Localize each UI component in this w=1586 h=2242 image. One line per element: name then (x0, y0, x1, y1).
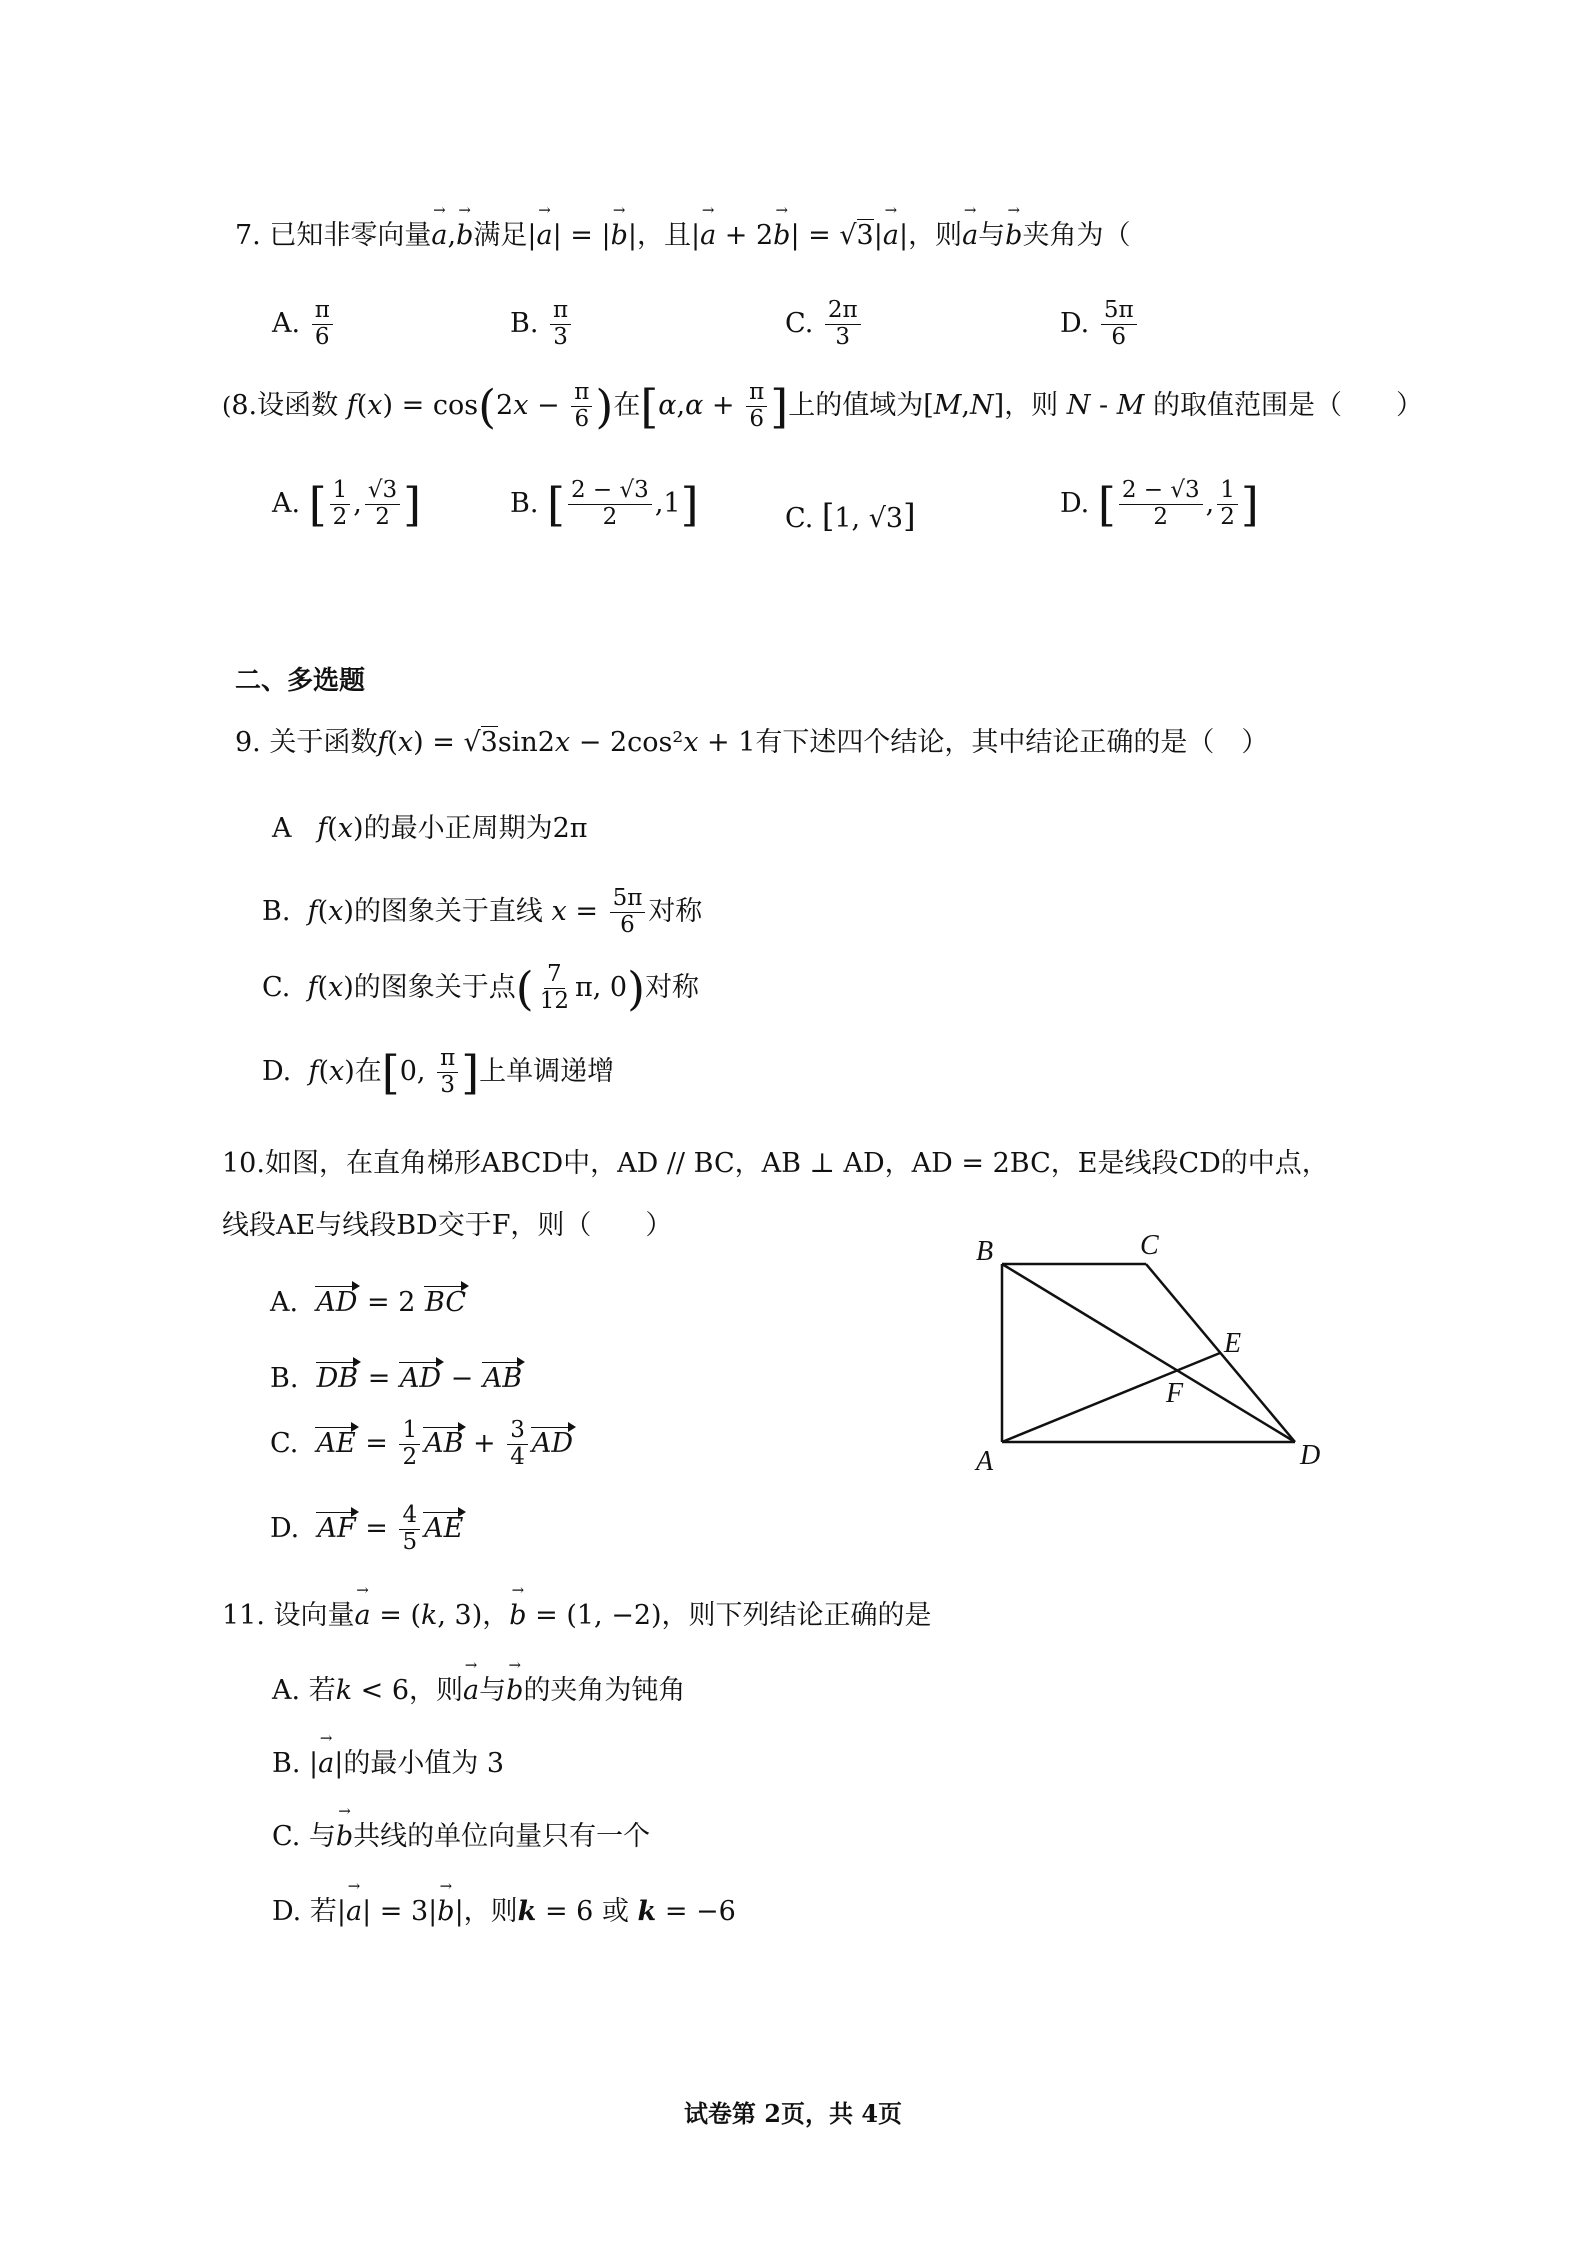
q7-text-e: 与 (978, 220, 1006, 251)
q10-number: 10. (222, 1148, 265, 1179)
q11-stem: 11. 设向量a → = (k, 3)，b → = (1, −2)，则下列结论正确的是 (222, 1600, 932, 1632)
q8-text-c: 上的值域为 (788, 389, 924, 421)
q7-option-b: B. $\frac{\pi}{3}$ (510, 298, 574, 351)
q8-stem: (8.设函数 f(x) = cos(2x − $\frac{\pi}{6}$ )在[α,α + $\frac{\pi}{6}$ ]上的值域为[M,N]，则 N - M 的取值范围是（ ） (222, 379, 1423, 434)
q7-stem: 7. 已知非零向量a →,b →满足|a →| = |b →|，且|a → + 2b →| = √3|a →|，则a →与b →夹角为（ (235, 220, 1130, 252)
q9-option-b: B. f(x)的图象关于直线 x = $\frac{5\pi}{6}$ 对称 (262, 885, 703, 938)
q11-option-c: C. 与b →共线的单位向量只有一个 (272, 1821, 650, 1853)
q9-option-d: D. f(x)在[0, $\frac{\pi}{3}$ ]上单调递增 (262, 1045, 615, 1100)
label-f: F (1166, 1378, 1184, 1409)
q8-text-d: ，则 (1004, 389, 1059, 421)
q7-option-c: C. $\frac{2\pi}{3}$ (785, 298, 864, 351)
segment-cd (1146, 1264, 1295, 1442)
segment-ae (1002, 1353, 1220, 1442)
q10-stem-line1 (222, 1148, 1329, 1180)
q11-option-b: B. |a →|的最小值为 3 (272, 1748, 504, 1780)
q7-text-d: ，则 (908, 220, 963, 251)
label-c: C (1140, 1230, 1159, 1261)
section-title: 二、多选题 (235, 666, 366, 696)
q10-option-a: A. AD = 2 BC (270, 1287, 466, 1318)
q10-option-b: B. DB = AD − AB (270, 1363, 523, 1394)
q11-number: 11. (222, 1600, 265, 1631)
q7-option-d-fraction: $\frac{5\pi}{6}$ (1101, 298, 1137, 351)
label-d: D (1300, 1440, 1321, 1471)
segment-bd (1002, 1264, 1295, 1442)
label-a: A (976, 1446, 994, 1477)
q7-text-c: ，且 (636, 220, 691, 251)
q7-text-f: 夹角为（ (1022, 220, 1131, 251)
q8-option-d: D. [ $\frac{2 - √3}{2}$ , $\frac{1}{2}$ ] (1060, 477, 1259, 532)
q7-option-d: D. $\frac{5\pi}{6}$ (1060, 298, 1140, 351)
label-e: E (1224, 1328, 1242, 1359)
label-b: B (976, 1236, 994, 1267)
q8-option-c: C. [1, √3] (785, 497, 916, 535)
q10-stem-line2: 线段AE与线段BD交于F，则（ ） (222, 1210, 673, 1241)
q8-option-b: B. [ $\frac{2 - √3}{2}$ ,1] (510, 477, 699, 532)
q11-option-d: D. 若|a →| = 3|b →|，则k = 6 或 k = −6 (272, 1896, 736, 1928)
q7-text-b: 满足 (473, 220, 528, 251)
q7-option-b-fraction: $\frac{\pi}{3}$ (550, 298, 571, 351)
trapezoid-figure (960, 1220, 1360, 1480)
q9-number: 9. (235, 727, 261, 758)
q9-option-c: C. f(x)的图象关于点( $\frac{7}{12}$ π, 0)对称 (262, 961, 700, 1016)
q10-option-d: D. AF = $\frac{4}{5}$ AE (270, 1502, 464, 1555)
q10-line1: 如图，在直角梯形ABCD中，AD // BC，AB ⊥ AD，AD = 2BC，E是线段CD的中点， (264, 1148, 1329, 1179)
q9-text-a: 关于函数 (269, 727, 378, 758)
q7-option-a-fraction: $\frac{\pi}{6}$ (312, 298, 333, 351)
q7-text-a: 已知非零向量 (269, 220, 432, 251)
q11-option-a: A. 若k < 6，则a →与b →的夹角为钝角 (272, 1675, 685, 1707)
q8-text-b: 在 (613, 389, 641, 421)
q9-stem: 9. 关于函数f(x) = √3sin2x − 2cos²x + 1有下述四个结论，其中结论正确的是（ ） (235, 727, 1269, 758)
q11-text-b: ，则下列结论正确的是 (661, 1600, 932, 1631)
q8-option-a: A. [ $\frac{1}{2}$ , $\frac{√3}{2}$ ] (272, 477, 422, 532)
q7-option-a: A. $\frac{\pi}{6}$ (272, 298, 336, 351)
q9-text-b: 有下述四个结论，其中结论正确的是（ ） (755, 727, 1269, 758)
q7-number: 7. (235, 220, 261, 251)
q7-option-c-fraction: $\frac{2\pi}{3}$ (825, 298, 861, 351)
q11-text-a: 设向量 (273, 1600, 355, 1631)
q10-option-c: C. AE = $\frac{1}{2}$ AB + $\frac{3}{4}$ AD (270, 1417, 574, 1470)
q8-text-a: 设函数 (257, 389, 339, 421)
page-footer: 试卷第 2页，共 4页 (683, 2099, 903, 2128)
q8-text-e: 的取值范围是（ ） (1152, 389, 1423, 421)
q9-option-a: A f(x)的最小正周期为2π (272, 813, 588, 844)
q8-number: 8. (231, 389, 258, 421)
